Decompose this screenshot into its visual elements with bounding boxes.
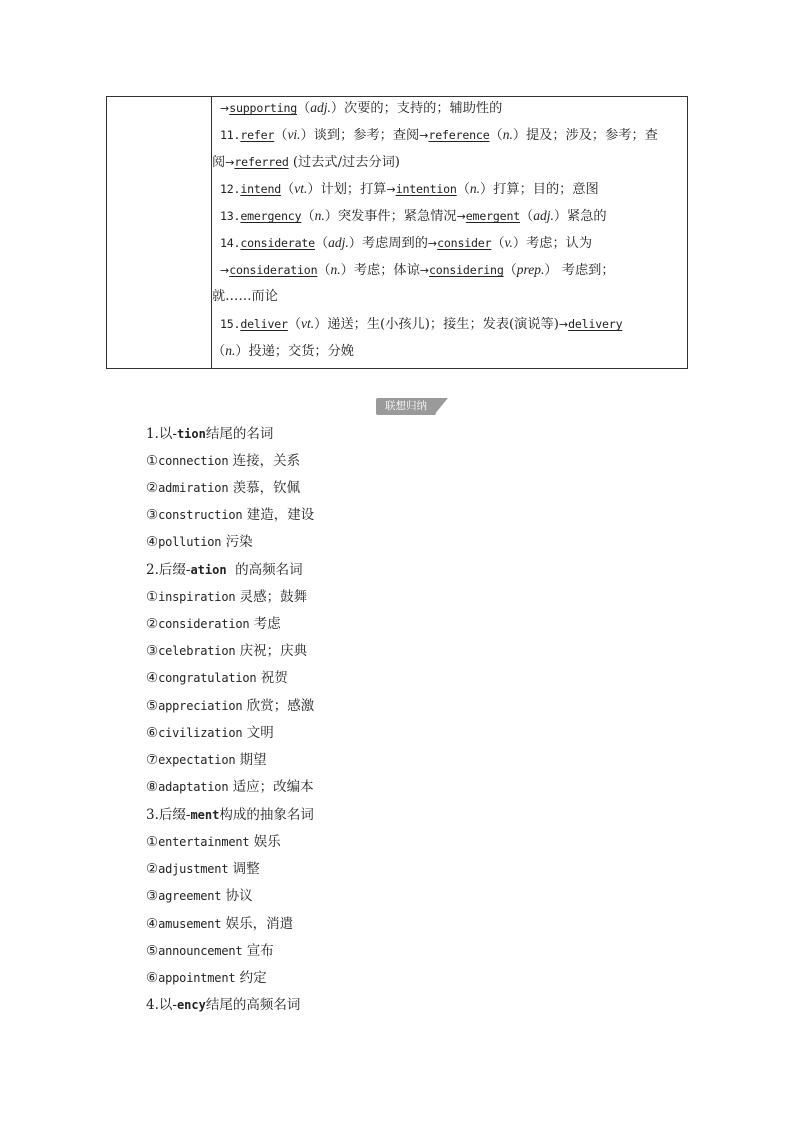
list-item xyxy=(146,833,281,851)
table-line xyxy=(220,234,592,253)
part-of-speech: adj. xyxy=(310,100,331,115)
vocab-word: emergent xyxy=(465,209,521,223)
paren: （ xyxy=(297,101,311,116)
arrow-glyph: → xyxy=(386,183,396,196)
item-word: celebration xyxy=(158,644,236,658)
item-marker: ③ xyxy=(146,643,159,659)
table-line xyxy=(212,342,354,361)
entry-number: 14. xyxy=(220,236,241,250)
definition: ）突发事件；紧急情况 xyxy=(324,209,457,224)
item-meaning: 协议 xyxy=(221,888,253,904)
part-of-speech: prep. xyxy=(516,262,545,277)
paren: （ xyxy=(317,263,331,278)
list-item xyxy=(146,533,253,551)
list-item xyxy=(146,506,314,524)
item-marker: ① xyxy=(146,589,159,605)
vocab-word: deliver xyxy=(240,317,288,331)
item-marker: ② xyxy=(146,480,159,496)
arrow-glyph: → xyxy=(225,156,235,169)
item-meaning: 宣布 xyxy=(242,943,274,959)
table-line xyxy=(220,126,658,145)
list-item xyxy=(146,887,253,905)
paren: （ xyxy=(314,236,329,251)
item-marker: ⑦ xyxy=(146,752,159,768)
entry-number: 11. xyxy=(220,128,241,142)
vocab-word: consideration xyxy=(229,263,318,277)
table-line xyxy=(212,153,400,172)
item-meaning: 文明 xyxy=(242,725,274,741)
table-line xyxy=(212,288,278,306)
part-of-speech: n. xyxy=(502,127,513,142)
paren: （ xyxy=(212,344,226,359)
item-word: expectation xyxy=(158,753,236,767)
item-marker: ⑥ xyxy=(146,725,159,741)
item-word: admiration xyxy=(158,481,229,495)
list-item xyxy=(146,669,288,687)
vocab-word: reference xyxy=(428,128,490,142)
item-marker: ② xyxy=(146,616,159,632)
item-word: adaptation xyxy=(158,780,229,794)
definition: ）计划；打算 xyxy=(307,182,387,197)
definition: ） 考虑到； xyxy=(544,263,615,278)
section-heading xyxy=(146,561,303,579)
item-word: inspiration xyxy=(158,590,236,604)
item-word: pollution xyxy=(158,535,222,549)
item-meaning: 庆祝；庆典 xyxy=(235,643,308,659)
vocab-word: refer xyxy=(240,128,275,142)
item-marker: ④ xyxy=(146,916,159,932)
item-word: congratulation xyxy=(158,671,257,685)
definition: ）投递；交货；分娩 xyxy=(235,344,354,359)
continuation-text: 阅 xyxy=(212,155,226,170)
vocab-word: referred xyxy=(234,155,289,169)
vocabulary-table xyxy=(106,96,688,369)
heading-suffix-bold: ency xyxy=(176,998,206,1012)
list-item xyxy=(146,860,260,878)
heading-text: 构成的抽象名词 xyxy=(219,807,314,823)
entry-number: 13. xyxy=(220,209,241,223)
item-word: construction xyxy=(158,508,243,522)
item-marker: ⑤ xyxy=(146,698,159,714)
part-of-speech: vi. xyxy=(287,127,301,142)
item-word: amusement xyxy=(158,917,222,931)
definition: ）次要的；支持的；辅助性的 xyxy=(330,101,503,116)
heading-prefix: 4.以- xyxy=(146,997,177,1013)
heading-prefix: 3.后缀- xyxy=(146,807,191,823)
item-meaning: 灵感；鼓舞 xyxy=(235,589,308,605)
part-of-speech: adj. xyxy=(533,208,554,223)
arrow-glyph: → xyxy=(220,264,230,277)
item-marker: ① xyxy=(146,834,159,850)
part-of-speech: n. xyxy=(469,181,481,196)
arrow-glyph: → xyxy=(419,264,430,277)
part-of-speech: adj. xyxy=(328,235,349,250)
heading-suffix-bold: ation xyxy=(190,563,227,577)
item-word: adjustment xyxy=(158,862,229,876)
paren: （ xyxy=(520,209,534,224)
item-word: consideration xyxy=(158,617,250,631)
item-meaning: 建造，建设 xyxy=(242,507,315,523)
section-heading xyxy=(146,425,273,443)
table-right-column xyxy=(212,97,681,368)
paren: （ xyxy=(274,128,288,143)
item-word: entertainment xyxy=(158,835,250,849)
list-item xyxy=(146,942,274,960)
item-meaning: 调整 xyxy=(228,861,260,877)
heading-text: 的高频名词 xyxy=(226,562,303,578)
part-of-speech: n. xyxy=(330,262,341,277)
table-line xyxy=(220,99,502,118)
vocab-word: consider xyxy=(437,236,492,250)
badge-label: 联想归纳 xyxy=(376,398,436,415)
list-item xyxy=(146,479,300,497)
item-meaning: 娱乐，消遣 xyxy=(221,916,294,932)
badge-tail-shape xyxy=(434,398,448,415)
paren: （ xyxy=(491,236,505,251)
table-line xyxy=(220,261,615,280)
item-marker: ⑥ xyxy=(146,970,159,986)
section-badge xyxy=(376,398,449,415)
entry-number: 15. xyxy=(220,317,241,331)
paren: （ xyxy=(301,209,315,224)
item-meaning: 约定 xyxy=(235,970,267,986)
list-item xyxy=(146,969,267,987)
definition: ）考虑周到的 xyxy=(348,236,428,251)
item-meaning: 考虑 xyxy=(249,616,281,632)
item-word: civilization xyxy=(158,726,243,740)
table-line xyxy=(220,207,607,226)
part-of-speech: vt. xyxy=(294,181,308,196)
table-line xyxy=(220,180,599,199)
part-of-speech: n. xyxy=(225,343,236,358)
list-item xyxy=(146,697,314,715)
heading-prefix: 2.后缀- xyxy=(146,562,191,578)
item-meaning: 连接，关系 xyxy=(228,453,301,469)
item-marker: ② xyxy=(146,861,159,877)
definition: ）紧急的 xyxy=(553,209,607,224)
item-marker: ⑧ xyxy=(146,779,159,795)
definition: ）谈到；参考；查阅 xyxy=(300,128,420,143)
arrow-glyph: → xyxy=(558,318,569,331)
list-item xyxy=(146,615,281,633)
vocab-word: supporting xyxy=(229,101,298,115)
arrow-glyph: → xyxy=(220,102,230,115)
item-word: connection xyxy=(158,454,229,468)
item-meaning: 祝贺 xyxy=(256,670,288,686)
paren: （ xyxy=(281,182,295,197)
list-item xyxy=(146,915,293,933)
table-line xyxy=(220,315,622,334)
item-word: appointment xyxy=(158,971,236,985)
definition: ）打算；目的；意图 xyxy=(480,182,599,197)
heading-text: 结尾的名词 xyxy=(205,426,274,442)
vocab-word: emergency xyxy=(240,209,302,223)
definition: ）考虑；认为 xyxy=(512,236,593,251)
item-marker: ⑤ xyxy=(146,943,159,959)
item-meaning: 污染 xyxy=(221,534,253,550)
list-item xyxy=(146,724,274,742)
part-of-speech: v. xyxy=(504,235,513,250)
part-of-speech: n. xyxy=(314,208,325,223)
list-item xyxy=(146,588,307,606)
arrow-glyph: → xyxy=(419,129,429,142)
definition: ）提及；涉及；参考；查 xyxy=(512,128,658,143)
vocab-word: delivery xyxy=(568,317,623,331)
item-meaning: 适应；改编本 xyxy=(228,779,314,795)
list-item xyxy=(146,778,314,796)
list-item xyxy=(146,452,300,470)
vocab-word: intend xyxy=(240,182,282,196)
paren: （ xyxy=(287,317,301,332)
entry-number: 12. xyxy=(220,182,241,196)
paren: （ xyxy=(456,182,470,197)
definition: ）递送；生(小孩儿)；接生；发表(演说等) xyxy=(314,317,559,332)
definition: (过去式/过去分词) xyxy=(292,155,400,170)
vocab-word: considerate xyxy=(240,236,315,250)
heading-text: 结尾的高频名词 xyxy=(205,997,301,1013)
definition: ）考虑；体谅 xyxy=(340,263,420,278)
arrow-glyph: → xyxy=(456,210,466,223)
section-heading xyxy=(146,996,300,1014)
item-word: announcement xyxy=(158,944,243,958)
table-left-column xyxy=(107,97,212,368)
paren: （ xyxy=(489,128,503,143)
heading-suffix-bold: tion xyxy=(176,427,206,441)
arrow-glyph: → xyxy=(427,237,438,250)
continuation-text: 就……而论 xyxy=(212,289,278,304)
heading-prefix: 1.以- xyxy=(146,426,177,442)
heading-suffix-bold: ment xyxy=(190,808,220,822)
item-marker: ③ xyxy=(146,507,159,523)
item-marker: ③ xyxy=(146,888,159,904)
item-marker: ① xyxy=(146,453,159,469)
item-meaning: 羡慕，钦佩 xyxy=(228,480,301,496)
part-of-speech: vt. xyxy=(301,316,315,331)
list-item xyxy=(146,751,267,769)
vocab-word: intention xyxy=(395,182,457,196)
item-word: agreement xyxy=(158,889,222,903)
section-heading xyxy=(146,806,314,824)
list-item xyxy=(146,642,307,660)
vocab-word: considering xyxy=(429,263,504,277)
paren: （ xyxy=(503,263,517,278)
item-marker: ④ xyxy=(146,670,159,686)
item-meaning: 期望 xyxy=(235,752,267,768)
item-meaning: 欣赏；感激 xyxy=(242,698,315,714)
item-word: appreciation xyxy=(158,699,243,713)
item-marker: ④ xyxy=(146,534,159,550)
item-meaning: 娱乐 xyxy=(249,834,281,850)
